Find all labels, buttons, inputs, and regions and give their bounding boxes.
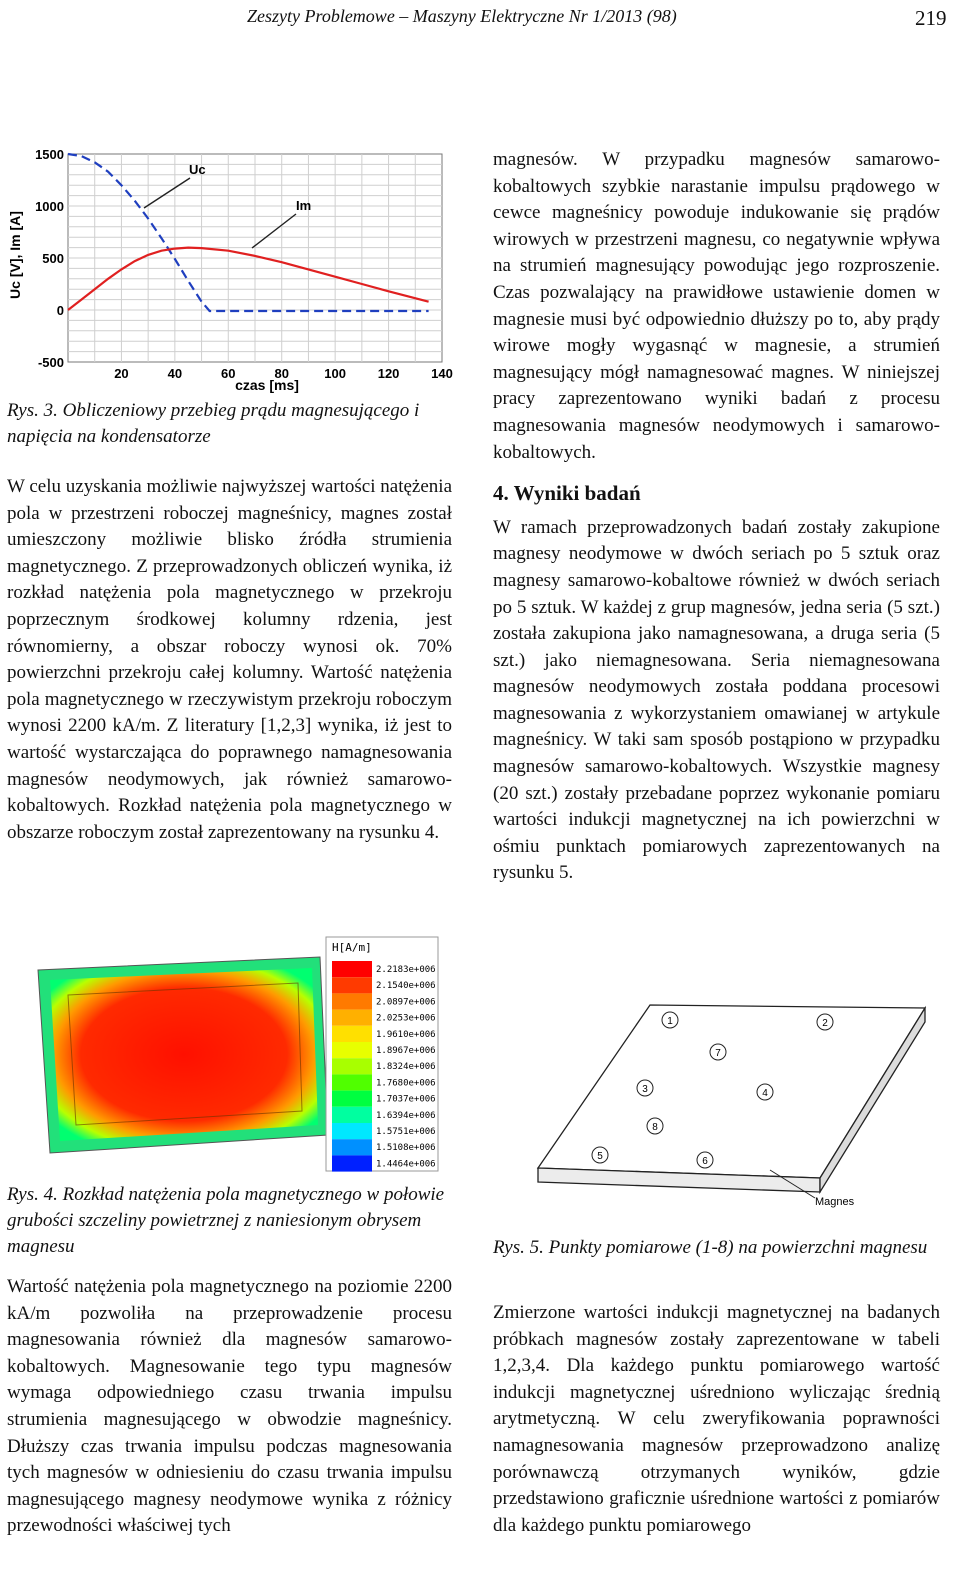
measurement-point-5 (592, 1147, 608, 1163)
y-tick-label: -500 (37, 355, 64, 370)
page-header (0, 6, 960, 36)
series-label: Im (296, 198, 312, 213)
legend-value: 1.5751e+006 (376, 1127, 436, 1137)
x-tick-label: 40 (167, 366, 183, 381)
x-tick-label: 100 (324, 366, 346, 381)
paragraph: magnesów. W przypadku magnesów samarowo-kobaltowych szybkie narastanie impulsu prądowego w cewce magneśnicy powoduje indukowanie się prądów wirowych w przestrzeni magnesu, co negatywnie wpływa na strumień magnesujący powodując jego rozproszenie. Czas pozwalający na prawidłowe ustawienie domen w magnesie musi być odpowiednio dłuższy po to, aby prądy wirowe mogły wygasnąć w magnesie, a strumień magnesujący mógł namagnesować magnes. W niniejszej pracy zaprezentowano wyniki badań z procesu magnesowania magnesów neodymowych i samarowo-kobaltowych. (493, 149, 940, 463)
magnet-label: Magnes (815, 1196, 855, 1208)
point-label: 5 (597, 1151, 603, 1162)
figure-4 (20, 935, 450, 1175)
legend-swatch (332, 1123, 372, 1139)
x-tick-label: 80 (274, 366, 289, 381)
legend-swatch (332, 1026, 372, 1042)
legend-swatch (332, 1042, 372, 1058)
point-label: 6 (702, 1156, 708, 1167)
figure-3-caption (7, 398, 455, 450)
legend-swatch (332, 1058, 372, 1074)
legend-swatch (332, 1091, 372, 1107)
page-number: 219 (915, 6, 947, 30)
y-tick-label: 1000 (35, 199, 64, 214)
legend-value: 1.4464e+006 (376, 1159, 436, 1170)
x-tick-label: 20 (114, 366, 129, 381)
legend-value: 1.8967e+006 (376, 1046, 436, 1056)
figure-4-label: Rys. 4. (7, 1184, 58, 1205)
field-distribution-plot (20, 935, 450, 1175)
figure-5-label: Rys. 5. (493, 1237, 544, 1258)
x-tick-label: 120 (377, 366, 400, 381)
legend-swatch (332, 1139, 372, 1155)
measurement-point-1 (662, 1012, 678, 1028)
paragraph: W ramach przeprowadzonych badań zostały zakupione magnesy neodymowe w dwóch seriach po 5 sztuk oraz magnesy samarowo-kobaltowe również w dwóch seriach po 5 sztuk. W każdej z grup magnesów, jedna seria (5 szt.) została zakupiona jako namagnesowana, a druga seria (5 szt.) jako niemagnesowana. Seria niemagnesowana magnesów neodymowych została poddana procesowi magnesowania z wykorzystaniem omawianej w artykule magneśnicy. W taki sam sposób postąpiono w przypadku magnesów samarowo-kobaltowych. Wszystkie magnesy (20 szt.) zostały przebadane poprzez wykonanie pomiaru wartości indukcji magnetycznej na ich powierzchni w ośmiu punktach pomiarowych zaprezentowanych na rysunku 5. (493, 516, 940, 884)
legend-title: H[A/m] (332, 941, 372, 954)
legend-value: 2.1540e+006 (376, 981, 436, 992)
measurement-point-7 (710, 1044, 726, 1060)
field-map (38, 957, 328, 1153)
left-column-top (7, 474, 452, 846)
x-tick-label: 60 (221, 366, 236, 381)
figure-5 (530, 1000, 940, 1225)
y-tick-label: 1500 (35, 147, 64, 162)
legend-value: 2.2183e+006 (376, 965, 436, 975)
legend-value: 1.8324e+006 (376, 1062, 436, 1073)
legend-swatch (332, 1074, 372, 1090)
point-label: 3 (642, 1084, 648, 1095)
legend-value: 1.7037e+006 (376, 1094, 436, 1105)
legend-value: 1.9610e+006 (376, 1029, 436, 1040)
x-tick-label: 140 (431, 366, 453, 381)
figure-3-label: Rys. 3. (7, 400, 58, 421)
measurement-point-2 (817, 1014, 833, 1030)
magnet-diagram (530, 1000, 940, 1225)
legend-swatch (332, 977, 372, 993)
figure-3-text: Obliczeniowy przebieg prądu magnesującego i napięcia na kondensatorze (7, 400, 420, 447)
figure-5-text: Punkty pomiarowe (1-8) na powierzchni magnesu (548, 1237, 928, 1258)
legend-value: 1.6394e+006 (376, 1110, 436, 1121)
legend-swatch (332, 1155, 372, 1171)
point-label: 4 (762, 1088, 768, 1099)
series-label: Uc (189, 162, 206, 177)
measurement-point-6 (697, 1152, 713, 1168)
section-heading: 4. Wyniki badań (493, 481, 641, 506)
legend-swatch (332, 1107, 372, 1123)
magnet-slab (538, 1005, 925, 1192)
line-chart (4, 140, 460, 398)
legend-value: 2.0253e+006 (376, 1013, 436, 1024)
y-axis-label: Uc [V], Im [A] (7, 211, 23, 299)
paragraph: Wartość natężenia pola magnetycznego na poziomie 2200 kA/m pozwoliła na przeprowadzenie procesu magnesowania również dla magnesów samarowo-kobaltowych. Magnesowanie tego typu magnesów wymaga odpowiedniego czasu trwania impulsu strumienia magnesującego w obwodzie magneśnicy. Dłuższy czas trwania impulsu podczas magnesowania tych magnesów w odniesieniu do czasu trwania impulsu magnesującego magnesy neodymowe wynika z różnicy przewodności właściwej tych (7, 1276, 452, 1537)
y-tick-label: 0 (56, 303, 64, 318)
figure-5-caption (493, 1235, 940, 1261)
figure-4-caption (7, 1182, 455, 1260)
legend-swatch (332, 961, 372, 977)
figure-4-text: Rozkład natężenia pola magnetycznego w połowie grubości szczeliny powietrznej z naniesionym obrysem magnesu (7, 1184, 445, 1257)
y-tick-label: 500 (42, 251, 64, 266)
point-label: 8 (652, 1122, 658, 1133)
point-label: 7 (715, 1048, 721, 1059)
measurement-point-3 (637, 1080, 653, 1096)
x-axis-label: czas [ms] (235, 377, 299, 393)
paragraph: W celu uzyskania możliwie najwyższej wartości natężenia pola w przestrzeni roboczej magneśnicy, magnes został umieszczony możliwie blisko źródła strumienia magnetycznego. Z przeprowadzonych obliczeń wynika, iż rozkład natężenia pola magnetycznego w przekroju poprzecznym środkowej kolumny rdzenia, jest równomierny, a obszar roboczy wynosi ok. 70% powierzchni przekroju całej kolumny. Wartość natężenia pola magnetycznego w rzeczywistym przekroju roboczym wynosi 2200 kA/m. Z literatury [1,2,3] wynika, iż jest to wartość wystarczająca do poprawnego namagnesowania magnesów neodymowych, jak również samarowo-kobaltowych. Rozkład natężenia pola magnetycznego w obszarze roboczym został zaprezentowany na rysunku 4. (7, 476, 452, 843)
point-label: 2 (822, 1018, 828, 1029)
right-column-bottom (493, 1300, 940, 1539)
chart-grid (68, 154, 442, 362)
journal-title: Zeszyty Problemowe – Maszyny Elektryczne Nr 1/2013 (98) (247, 6, 677, 26)
legend-swatch (332, 993, 372, 1009)
left-column-bottom (7, 1274, 452, 1540)
measurement-point-4 (757, 1084, 773, 1100)
legend-value: 1.7680e+006 (376, 1078, 436, 1089)
measurement-point-8 (647, 1118, 663, 1134)
figure-3-chart (4, 140, 460, 398)
field-legend (326, 937, 438, 1172)
legend-value: 2.0897e+006 (376, 997, 436, 1008)
right-column-top (493, 147, 940, 887)
paragraph: Zmierzone wartości indukcji magnetycznej na badanych próbkach magnesów zostały zaprezentowane w tabeli 1,2,3,4. Dla każdego punktu pomiarowego wartość indukcji magnetycznej uśredniono wyliczając średnią arytmetyczną. W celu zweryfikowania poprawności namagnesowania magnesów przeprowadzono analizę porównawczą otrzymanych wyników, gdzie przedstawiono graficznie uśrednione wartości z pomiarów dla każdego punktu pomiarowego (493, 1302, 940, 1536)
legend-swatch (332, 1010, 372, 1026)
point-label: 1 (667, 1016, 673, 1027)
legend-value: 1.5108e+006 (376, 1143, 436, 1154)
